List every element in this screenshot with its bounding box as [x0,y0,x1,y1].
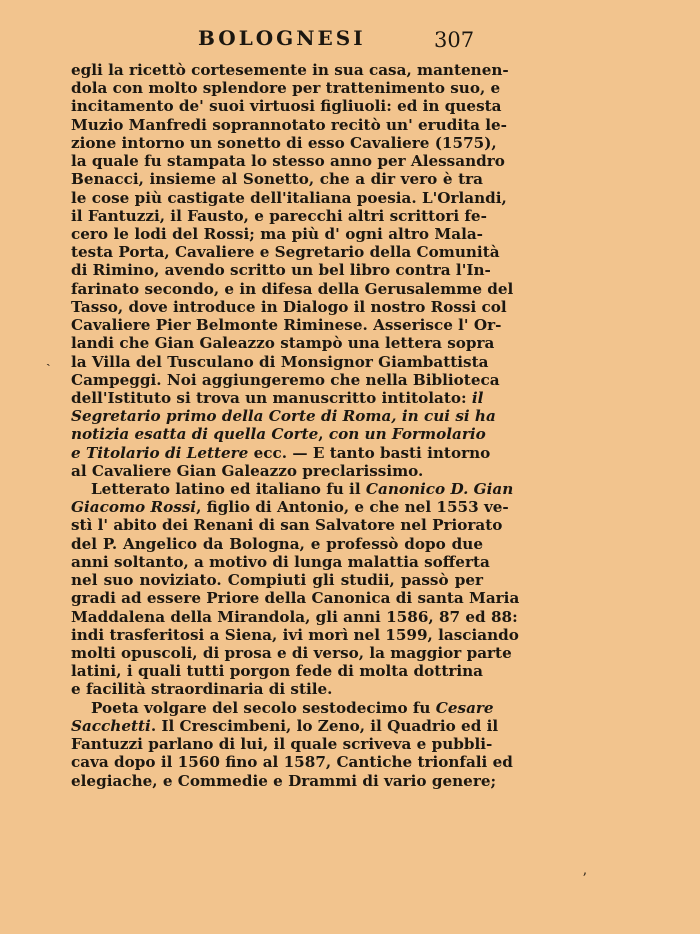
text-line [71,115,507,134]
italic-text: Segretario primo della Corte di Roma, in cui si ha [71,407,496,426]
text-segment: , [318,425,329,444]
text-line [71,79,501,98]
text-segment: molti opuscoli, di prosa e di verso, la maggior parte [71,644,512,662]
text-line [71,753,513,772]
text-segment: , figlio di Antonio, e che nel 1553 ve- [196,498,509,517]
text-line [71,279,514,298]
text-segment: il Fantuzzi, il Fausto, e parecchi altri scrittori fe- [71,206,487,225]
text-segment: latini, i quali tutti porgon fede di molta dottrina [71,662,483,681]
text-segment: elegiache, e Commedie e Drammi di vario genere; [71,771,497,790]
text-segment: Campeggi. Noi aggiungeremo che nella Biblioteca [71,370,500,389]
page-number: 307 [434,28,475,52]
text-line [71,389,483,407]
text-segment: landi che Gian Galeazzo stampò una lettera sopra [71,334,495,353]
text-line [71,152,505,171]
italic-text: Cesare [435,698,494,717]
text-line [71,480,514,499]
text-line [71,61,509,79]
text-segment: al Cavaliere Gian Galeazzo preclarissimo. [71,461,424,480]
text-line [71,407,496,426]
text-segment: le cose più castigate dell'italiana poesia. L'Orlandi, [71,188,507,207]
text-line [71,516,503,535]
italic-text: notizia esatta di quella Corte [71,425,319,444]
text-segment: la quale fu stampata lo stesso anno per Alessandro [71,152,505,171]
text-line [71,297,507,316]
text-line [71,571,483,589]
text-segment: testa Porta, Cavaliere e Segretario della Comunità [71,243,500,262]
text-segment: cero le lodi del Rossi; ma più d' ogni altro Mala- [71,224,483,243]
text-line [71,443,491,462]
text-segment: . Il Crescimbeni, lo Zeno, il Quadrio ed il [150,716,499,735]
text-segment: incitamento de' suoi virtuosi figliuoli: ed in questa [71,97,502,116]
text-line [71,662,483,680]
text-line [71,316,502,335]
text-segment: Tasso, dove introduce in Dialogo il nostro Rossi col [71,297,507,316]
text-segment: stì l' abito dei Renani di san Salvatore nel Priorato [71,516,503,535]
text-line [71,370,500,389]
italic-text: con un Formolario [328,425,486,444]
italic-text: Sacchetti [71,716,151,735]
text-line [71,552,490,571]
text-segment: gradi ad essere Priore della Canonica di santa Maria [71,589,520,608]
text-segment: e facilità straordinaria di stile. [71,680,333,699]
running-title: BOLOGNESI [198,26,366,50]
text-segment: ecc. — E tanto basti intorno [248,443,491,462]
text-segment: dell'Istituto si trova un manuscritto intitolato: [71,388,472,407]
text-segment: nel suo noviziato. Compiuti gli studii, passò per [71,571,483,590]
text-segment: Muzio Manfredi soprannotato recitò un' erudita le- [71,115,507,134]
text-segment: indi trasferitosi a Siena, ivi morì nel 1599, lasciando [71,625,519,644]
text-line [71,625,519,644]
italic-text: Giacomo Rossi [71,498,197,517]
paragraph [71,61,514,480]
text-line [71,97,502,116]
text-line [71,698,494,717]
text-segment: Cavaliere Pier Belmonte Riminese. Asserisce l' Or- [71,316,502,335]
text-line [71,535,483,553]
text-line [71,133,497,152]
text-line [71,425,486,444]
text-line [71,188,507,207]
text-line [71,607,518,626]
text-segment: Benacci, insieme al Sonetto, che a dir vero è tra [71,170,483,189]
text-line [71,170,483,188]
body-text [71,61,520,790]
text-line [71,352,489,371]
text-line [71,735,493,754]
text-segment: dola con molto splendore per trattenimento suo, e [71,79,501,98]
text-line [71,206,487,225]
text-line [71,334,495,353]
text-segment: la Villa del Tusculano di Monsignor Giambattista [71,352,489,371]
text-line [71,462,483,480]
paragraph [71,480,520,699]
text-segment: Fantuzzi parlano di lui, il quale scriveva e pubbli- [71,735,493,754]
text-line [71,680,483,698]
text-line [71,261,491,280]
stray-mark: ʼ [582,871,587,887]
text-line [71,498,509,517]
text-segment: cava dopo il 1560 fino al 1587, Cantiche trionfali ed [71,753,513,772]
text-line [71,243,500,262]
text-line [71,589,520,608]
text-segment: farinato secondo, e in difesa della Gerusalemme del [71,279,514,298]
stray-mark: ˎ [46,351,51,367]
text-segment: anni soltanto, a motivo di lunga malattia sofferta [71,552,490,571]
text-line [71,644,512,662]
paragraph [71,698,513,790]
text-segment: Maddalena della Mirandola, gli anni 1586, 87 ed 88: [71,607,518,626]
text-segment: Letterato latino ed italiano fu il [91,480,366,499]
text-segment: egli la ricettò cortesemente in sua casa, mantenen- [71,61,509,79]
italic-text: il [471,388,484,407]
text-segment: zione intorno un sonetto di esso Cavaliere (1575), [71,133,497,152]
text-line [71,771,497,790]
text-segment: Poeta volgare del secolo sestodecimo fu [91,698,436,717]
text-line [71,716,499,735]
text-segment: di Rimino, avendo scritto un bel libro contra l'In- [71,261,491,280]
text-line [71,225,483,243]
italic-text: e Titolario di Lettere [71,443,249,462]
italic-text: Canonico D. Gian [365,480,514,499]
text-segment: del P. Angelico da Bologna, e professò dopo due [71,534,483,553]
